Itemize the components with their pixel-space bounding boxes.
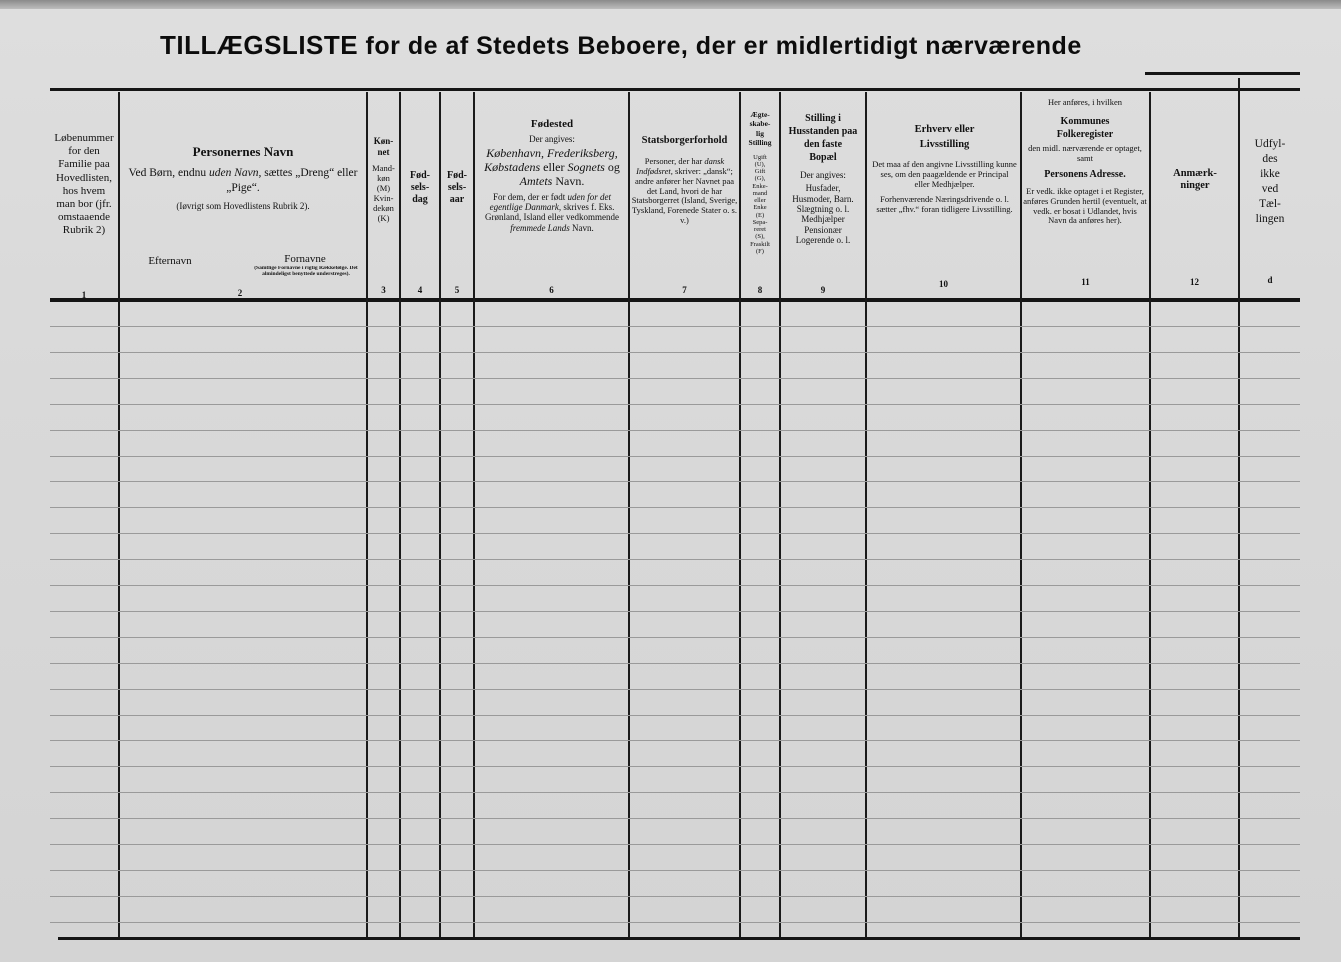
col7-number: 7 xyxy=(682,285,687,295)
col11-top: Her anføres, i hvilken xyxy=(1047,98,1123,107)
ruled-line xyxy=(50,766,1300,767)
col2-instruction: Ved Børn, endnu uden Navn, sættes „Dreng“ eller „Pige“. xyxy=(128,166,358,194)
ruled-line xyxy=(50,611,1300,612)
col4-header: Fød- sels- dag xyxy=(410,170,430,205)
col10-header xyxy=(872,122,1017,214)
ruled-line xyxy=(50,533,1300,534)
col2-note: (Iøvrigt som Hovedlistens Rubrik 2). xyxy=(176,201,310,212)
col13-header: Udfyl- des ikke ved Tæl- lingen xyxy=(1254,138,1286,225)
ruled-line xyxy=(50,740,1300,741)
ruled-line xyxy=(50,663,1300,664)
col3-text: Mand- køn (M) Kvin- dekøn (K) xyxy=(372,163,395,224)
col11-number: 11 xyxy=(1081,277,1090,287)
col5-number: 5 xyxy=(454,285,460,295)
column-divider xyxy=(1020,92,1022,937)
title-rest: for de af Stedets Beboere, der er midlertidigt nærværende xyxy=(358,32,1082,60)
column-divider xyxy=(473,92,475,937)
col13-number: d xyxy=(1267,275,1273,285)
ruled-line xyxy=(50,585,1300,586)
col2-number: 2 xyxy=(237,288,243,298)
column-divider xyxy=(779,92,781,937)
ruled-line xyxy=(50,922,1300,923)
ruled-line xyxy=(50,637,1300,638)
col4-number: 4 xyxy=(417,285,423,295)
col11-heading: Kommunes Folkeregister xyxy=(1056,115,1114,140)
col10-number: 10 xyxy=(939,279,948,289)
col6-number: 6 xyxy=(549,285,554,295)
col6-header xyxy=(478,118,626,233)
ruled-line xyxy=(50,326,1300,327)
ruled-line xyxy=(50,481,1300,482)
ruled-line xyxy=(50,404,1300,405)
bottom-border xyxy=(58,937,1300,940)
col12-number: 12 xyxy=(1190,277,1199,287)
column-divider xyxy=(628,92,630,937)
col2-heading: Personernes Navn xyxy=(192,144,294,159)
column-divider xyxy=(399,92,401,937)
col8-number: 8 xyxy=(757,285,763,295)
col3-heading: Køn- net xyxy=(373,136,394,157)
ruled-line xyxy=(50,870,1300,871)
ruled-line xyxy=(50,559,1300,560)
col1-header xyxy=(52,132,116,238)
col9-text: Husfader, Husmoder, Barn. Slægtning o. l. Medhjælper Pensionær Logerende o. l. xyxy=(792,183,854,246)
scan-edge-strip xyxy=(0,0,1341,9)
col5-header: Fød- sels- aar xyxy=(447,170,467,205)
col9-heading-bopael: Bopæl xyxy=(809,152,837,163)
ruled-line xyxy=(50,792,1300,793)
col1-number: 1 xyxy=(81,290,87,300)
ruled-line xyxy=(50,507,1300,508)
column-divider xyxy=(865,92,867,937)
col10-para1: Det maa af den angivne Livsstilling kunne ses, om den paagældende er Principal eller Medhjælper. xyxy=(872,159,1017,189)
ruled-line xyxy=(50,844,1300,845)
col9-number: 9 xyxy=(820,285,826,295)
col7-header xyxy=(631,135,738,226)
col8-heading: Ægte- skabe- lig Stilling xyxy=(748,110,772,148)
col2-surname-label: Efternavn xyxy=(148,255,192,267)
col9-sub: Der angives: xyxy=(800,170,846,180)
ruled-line xyxy=(50,378,1300,379)
col2-firstnames-label: Fornavne xyxy=(284,253,326,265)
header-bottom-border xyxy=(50,298,1300,302)
col7-text: Personer, der har dansk Indfødsret, skriver: „dansk“; andre anfører her Navnet paa det Land, hvori de har Statsborgerret (Island, Sverige, Tyskland, Forenede Stater o. s. v.) xyxy=(631,156,738,225)
col10-heading: Erhverv eller Livsstilling xyxy=(914,124,975,151)
column-divider xyxy=(1149,92,1151,937)
col6-sub: Der angives: xyxy=(529,133,575,144)
col9-heading: Stilling i Husstanden paa den faste Bopæl xyxy=(788,113,858,163)
col11-para2: Er vedk. ikke optaget i et Register, anføres Grunden hertil (eventuelt, at vedk. er bosat i Udlandet, hvis Navn da anføres her). xyxy=(1023,186,1147,226)
col12-header: Anmærk- ninger xyxy=(1173,168,1217,192)
col6-para1: For dem, der er født uden for det egentlige Danmark, skrives f. Eks. xyxy=(489,191,615,213)
ruled-line xyxy=(50,896,1300,897)
page-title xyxy=(160,30,1200,61)
col3-header xyxy=(368,136,399,223)
ruled-line xyxy=(50,818,1300,819)
col11-para1: den midl. nærværende er optaget, samt xyxy=(1028,142,1142,163)
col6-places: København, Frederiksberg, Købstadens eller Sognets og Amtets Navn. xyxy=(484,146,620,188)
col6-heading: Fødested xyxy=(530,118,574,130)
col3-number: 3 xyxy=(381,285,386,295)
col6-para2: Grønland, Island eller vedkommende fremmede Lands Navn. xyxy=(485,212,619,233)
ruled-line xyxy=(50,456,1300,457)
col10-para2: Forhenværende Næringsdrivende o. l. sætter „fhv.“ foran tidligere Livsstilling. xyxy=(876,193,1013,214)
top-border xyxy=(50,88,1300,91)
col7-heading: Statsborgerforhold xyxy=(641,135,728,146)
col8-header xyxy=(741,110,779,255)
column-divider xyxy=(118,92,120,937)
ruled-line xyxy=(50,430,1300,431)
ruled-line xyxy=(50,352,1300,353)
col8-text: Ugift (U), Gift (G), Enke- mand eller Enke (E) Sepa- reret (S), Fraskilt (F) xyxy=(750,153,770,255)
col11-header xyxy=(1023,98,1147,226)
title-underline xyxy=(1145,72,1300,75)
col2-firstnames-note: (Samtlige Fornavne i rigtig Rækkefølge. Det almindeligst benyttede understreges). xyxy=(254,266,358,277)
col9-header xyxy=(782,112,864,245)
col11-heading2: Personens Adresse. xyxy=(1044,169,1126,181)
col1-text: Løbenummer for den Familie paa Hovedlisten, hos hvem man bor (jfr. omstaaende Rubrik 2) xyxy=(54,132,114,237)
column-divider xyxy=(439,92,441,937)
col2-header xyxy=(122,144,364,212)
ruled-line xyxy=(50,715,1300,716)
ruled-line xyxy=(50,689,1300,690)
title-main: TILLÆGSLISTE xyxy=(160,30,359,60)
